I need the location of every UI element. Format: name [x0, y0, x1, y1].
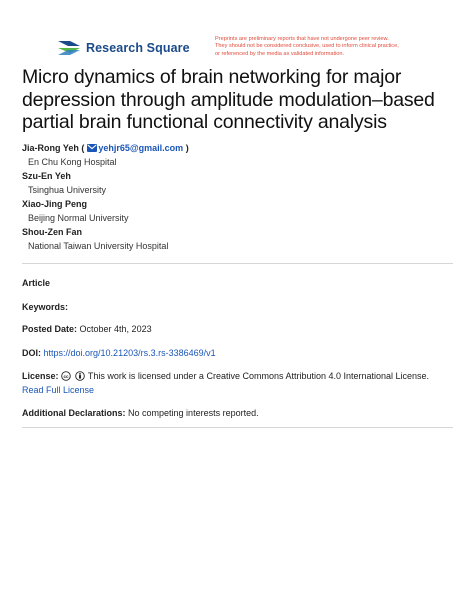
license-label: License:: [22, 371, 59, 381]
article-type: Article: [22, 278, 51, 288]
posted-date-value: October 4th, 2023: [79, 324, 152, 334]
license: [22, 370, 457, 384]
research-square-logo[interactable]: [57, 38, 190, 58]
license-text: This work is licensed under a Creative Commons Attribution 4.0 International License.: [87, 371, 430, 381]
email-paren-close: ): [185, 143, 189, 153]
author-entry: [22, 169, 462, 197]
posted-date-label: Posted Date:: [22, 324, 78, 334]
svg-text:cc: cc: [63, 373, 69, 379]
read-full-license-link[interactable]: Read Full License: [22, 385, 95, 395]
research-square-logo-icon: [57, 38, 81, 58]
doi-link[interactable]: https://doi.org/10.21203/rs.3.rs-3386469/v1: [43, 348, 216, 358]
posted-date: [22, 323, 457, 337]
author-name: Szu-En Yeh: [22, 171, 71, 181]
email-paren-open: (: [81, 143, 85, 153]
notice-line: or referenced by the media as validated information.: [215, 50, 345, 57]
author-affiliation: En Chu Kong Hospital: [28, 156, 117, 167]
author-entry: [22, 225, 462, 253]
author-name: Xiao-Jing Peng: [22, 199, 88, 209]
declarations-value: No competing interests reported.: [128, 408, 259, 418]
doi-label: DOI:: [22, 348, 41, 358]
title-line: depression through amplitude modulation–based: [22, 88, 435, 111]
additional-declarations: [22, 407, 457, 421]
logo-text: Research Square: [86, 41, 190, 55]
attribution-icon: [75, 371, 85, 381]
notice-line: They should not be considered conclusive, used to inform clinical practice,: [215, 43, 399, 50]
title-line: Micro dynamics of brain networking for major: [22, 66, 402, 88]
mail-icon: [87, 144, 97, 152]
paper-title: [22, 66, 462, 134]
author-name: Jia-Rong Yeh: [22, 143, 79, 153]
author-affiliation: Beijing Normal University: [28, 212, 129, 223]
doi: [22, 347, 457, 361]
author-name: Shou-Zen Fan: [22, 227, 82, 237]
section-divider: [22, 263, 453, 264]
author-affiliation: Tsinghua University: [28, 184, 107, 195]
notice-line: Preprints are preliminary reports that have not undergone peer review.: [215, 36, 389, 42]
author-entry: [22, 141, 462, 169]
author-email-link[interactable]: yehjr65@gmail.com: [98, 143, 184, 153]
title-line: partial brain functional connectivity analysis: [22, 111, 387, 133]
declarations-label: Additional Declarations:: [22, 408, 126, 418]
author-affiliation: National Taiwan University Hospital: [28, 240, 169, 251]
author-entry: [22, 197, 462, 225]
preprint-header: [0, 0, 474, 60]
keywords-label: Keywords:: [22, 302, 69, 312]
preprint-notice: [215, 36, 455, 58]
section-divider: [22, 427, 453, 428]
author-list: [22, 141, 462, 253]
creative-commons-icon: [61, 371, 71, 381]
